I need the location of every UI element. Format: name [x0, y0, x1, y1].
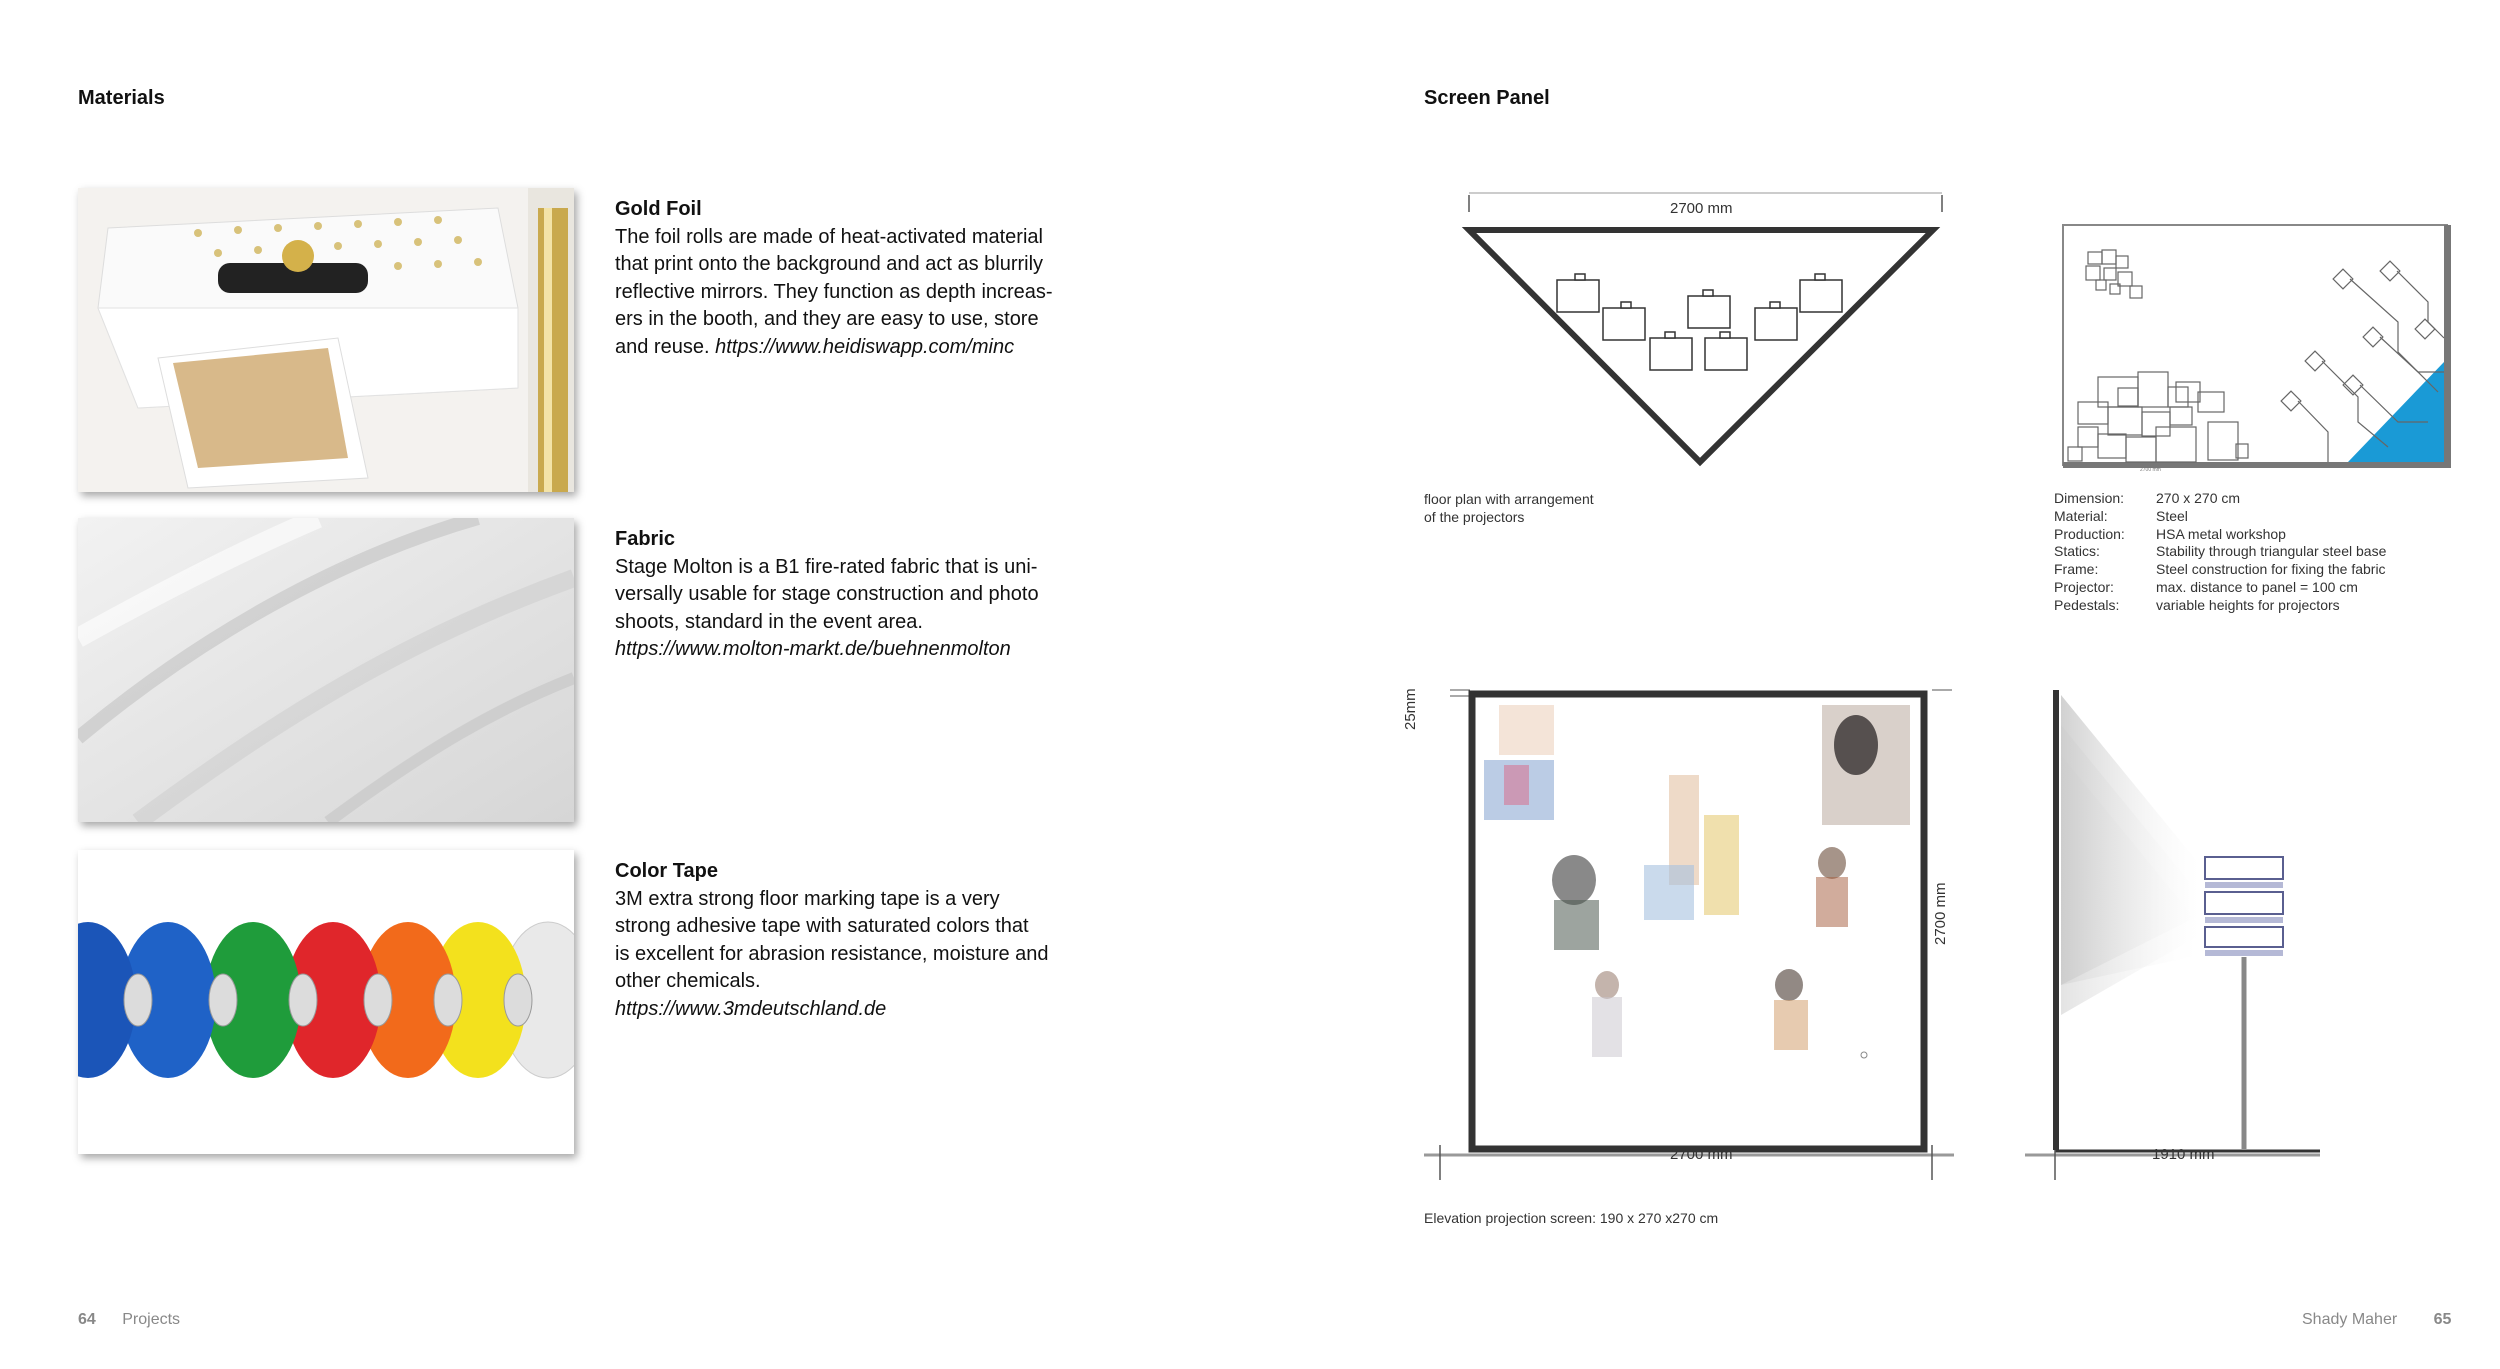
spec-key: Frame: [2054, 561, 2099, 578]
material-title: Color Tape [615, 860, 718, 882]
material-line: other chemicals. [615, 970, 761, 992]
material-line: is excellent for abrasion resistance, moisture and [615, 942, 1049, 965]
color-tape-image [78, 850, 574, 1154]
spec-value: HSA metal workshop [2156, 525, 2286, 542]
spec-value: variable heights for projectors [2156, 596, 2340, 613]
material-line [615, 334, 1115, 362]
side-view-drawing [2025, 685, 2325, 1185]
material-line: The foil rolls are made of heat-activated material [615, 225, 1043, 248]
spec-value: Steel [2156, 507, 2188, 524]
fabric-description [615, 526, 1115, 664]
material-line: that print onto the background and act as blurrily [615, 253, 1044, 275]
color-tape-description [615, 858, 1115, 1023]
spec-row [2054, 597, 2386, 615]
material-url[interactable]: https://www.heidiswapp.com/minc [715, 335, 1015, 358]
material-url[interactable]: https://www.molton-markt.de/buehnenmolton [615, 638, 1011, 660]
material-line: versally usable for stage construction and photo [615, 583, 1039, 605]
material-line: reflective mirrors. They function as depth increas- [615, 280, 1053, 303]
elevation-caption: Elevation projection screen: 190 x 270 x270 cm [1424, 1210, 1719, 1226]
spec-value: Steel construction for fixing the fabric [2156, 561, 2386, 578]
right-footer [2302, 1311, 2451, 1329]
page-number: 65 [2433, 1311, 2452, 1328]
spec-key: Pedestals: [2054, 596, 2120, 613]
panel-specs [2054, 490, 2386, 615]
spec-value: Stability through triangular steel base [2156, 543, 2387, 560]
fabric-image [78, 518, 574, 822]
elevation-bottom-dimension: 2700 mm [1670, 1146, 1733, 1163]
spec-key: Production: [2054, 525, 2125, 542]
material-title: Gold Foil [615, 198, 702, 220]
spec-row [2054, 526, 2386, 544]
spec-key: Dimension: [2054, 490, 2125, 506]
footer-label: Projects [122, 1311, 181, 1328]
material-line-text: and reuse. [615, 335, 710, 358]
elevation-drawing [1424, 685, 1964, 1185]
spec-value: max. distance to panel = 100 cm [2156, 578, 2358, 595]
material-line: ers in the booth, and they are easy to use, store [615, 308, 1039, 330]
spec-row [2054, 543, 2386, 561]
spec-row [2054, 579, 2386, 597]
spec-value: 270 x 270 cm [2156, 490, 2241, 506]
gold-foil-image [78, 188, 574, 492]
material-url[interactable]: https://www.3mdeutschland.de [615, 997, 887, 1020]
caption-line: of the projectors [1424, 508, 1525, 525]
left-footer [78, 1311, 180, 1329]
screen-panel-heading: Screen Panel [1424, 87, 1550, 109]
footer-author: Shady Maher [2302, 1311, 2398, 1328]
side-view-bottom-dimension: 1910 mm [2152, 1146, 2215, 1163]
caption-line: floor plan with arrangement [1424, 491, 1594, 507]
material-line: shoots, standard in the event area. [615, 610, 923, 633]
spec-row [2054, 490, 2386, 508]
floor-plan-caption [1424, 491, 1594, 526]
materials-heading: Materials [78, 87, 165, 109]
page-number: 64 [78, 1311, 96, 1328]
material-title: Fabric [615, 528, 676, 550]
elevation-side-dimension: 2700 mm [1932, 882, 1949, 945]
material-line: 3M extra strong floor marking tape is a very [615, 887, 1000, 910]
floor-plan-drawing [1455, 190, 1955, 470]
elevation-top-dimension: 25mm [1402, 688, 1419, 730]
spec-key: Statics: [2054, 543, 2100, 560]
material-line: strong adhesive tape with saturated colors that [615, 915, 1029, 937]
floor-plan-dimension: 2700 mm [1670, 200, 1733, 217]
spec-key: Material: [2054, 507, 2108, 524]
spec-row [2054, 508, 2386, 526]
spec-key: Projector: [2054, 578, 2114, 595]
material-line: Stage Molton is a B1 fire-rated fabric that is uni- [615, 555, 1038, 578]
gold-foil-description [615, 196, 1115, 361]
panel-view-small-dimension: 2700 mm [2140, 467, 2161, 473]
spec-row [2054, 561, 2386, 579]
panel-view-drawing [2058, 222, 2454, 484]
